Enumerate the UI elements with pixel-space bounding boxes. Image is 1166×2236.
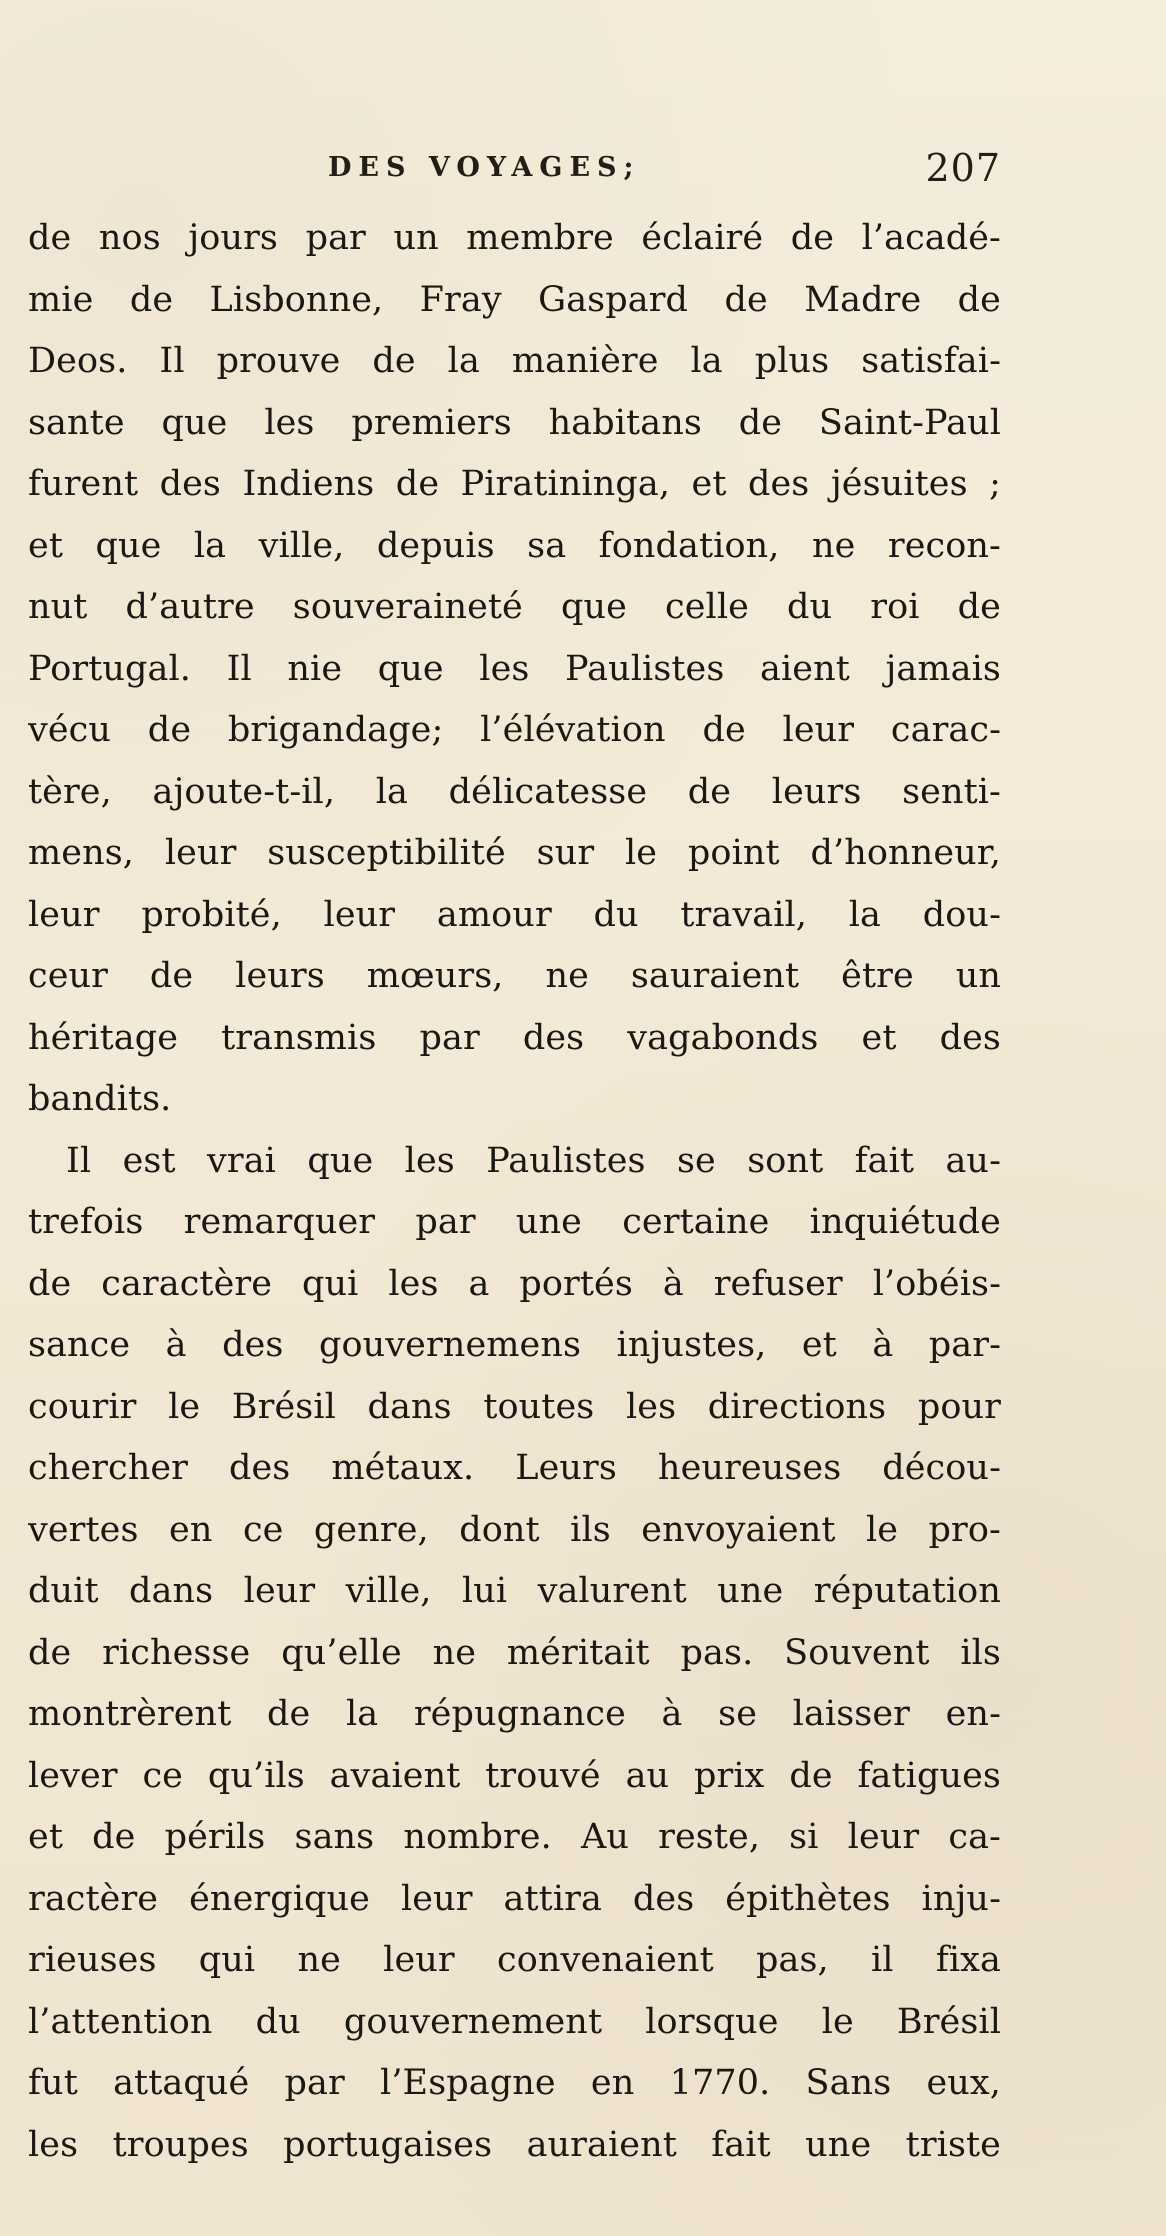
text-line: chercher des métaux. Leurs heureuses décou- — [28, 1448, 1001, 1488]
running-title: DES VOYAGES; — [328, 152, 641, 183]
text-line: vertes en ce genre, dont ils envoyaient le pro- — [28, 1509, 1001, 1550]
text-line: ractère énergique leur attira des épithètes inju- — [28, 1878, 1001, 1919]
text-line: montrèrent de la répugnance à se laisser en- — [28, 1694, 1001, 1734]
text-line: fut attaqué par l’Espagne en 1770. Sans eux, — [28, 2063, 1001, 2103]
text-line: et de périls sans nombre. Au reste, si leur ca- — [28, 1817, 1001, 1857]
text-line: furent des Indiens de Piratininga, et des jésuites ; — [28, 464, 1001, 504]
text-line: et que la ville, depuis sa fondation, ne recon- — [28, 525, 1001, 566]
text-line: nut d’autre souveraineté que celle du roi de — [28, 587, 1001, 627]
text-line: sance à des gouvernemens injustes, et à par- — [28, 1325, 1001, 1365]
text-line: mie de Lisbonne, Fray Gaspard de Madre de — [28, 279, 1001, 320]
text-line: sante que les premiers habitans de Saint-Paul — [28, 402, 1001, 443]
running-head — [28, 146, 1001, 204]
text-line: de richesse qu’elle ne méritait pas. Souvent ils — [28, 1632, 1001, 1673]
text-line: tère, ajoute-t-il, la délicatesse de leurs senti- — [28, 771, 1001, 812]
text-line: de nos jours par un membre éclairé de l’acadé- — [28, 218, 1001, 258]
text-line: lever ce qu’ils avaient trouvé au prix de fatigues — [28, 1755, 1001, 1796]
text-line: duit dans leur ville, lui valurent une réputation — [28, 1571, 1001, 1611]
paragraph-end-line: bandits. — [28, 1079, 172, 1119]
text-line: mens, leur susceptibilité sur le point d’honneur, — [28, 833, 1001, 873]
paragraph-start-line: Il est vrai que les Paulistes se sont fait au- — [66, 1140, 1001, 1181]
page-number: 207 — [925, 146, 1001, 190]
text-line: les troupes portugaises auraient fait une triste — [28, 2124, 1001, 2165]
text-line: de caractère qui les a portés à refuser l’obéis- — [28, 1263, 1001, 1304]
text-line: trefois remarquer par une certaine inquiétude — [28, 1202, 1001, 1242]
text-line: Deos. Il prouve de la manière la plus satisfai- — [28, 341, 1001, 381]
text-line: vécu de brigandage; l’élévation de leur carac- — [28, 710, 1001, 750]
text-line: l’attention du gouvernement lorsque le Brésil — [28, 2001, 1001, 2042]
text-line: leur probité, leur amour du travail, la dou- — [28, 894, 1001, 935]
text-line: ceur de leurs mœurs, ne sauraient être un — [28, 956, 1001, 996]
text-line: héritage transmis par des vagabonds et des — [28, 1017, 1001, 1058]
text-line: courir le Brésil dans toutes les directions pour — [28, 1386, 1001, 1427]
text-line: rieuses qui ne leur convenaient pas, il fixa — [28, 1940, 1001, 1980]
text-line: Portugal. Il nie que les Paulistes aient jamais — [28, 648, 1001, 689]
body-text — [28, 208, 1001, 2176]
